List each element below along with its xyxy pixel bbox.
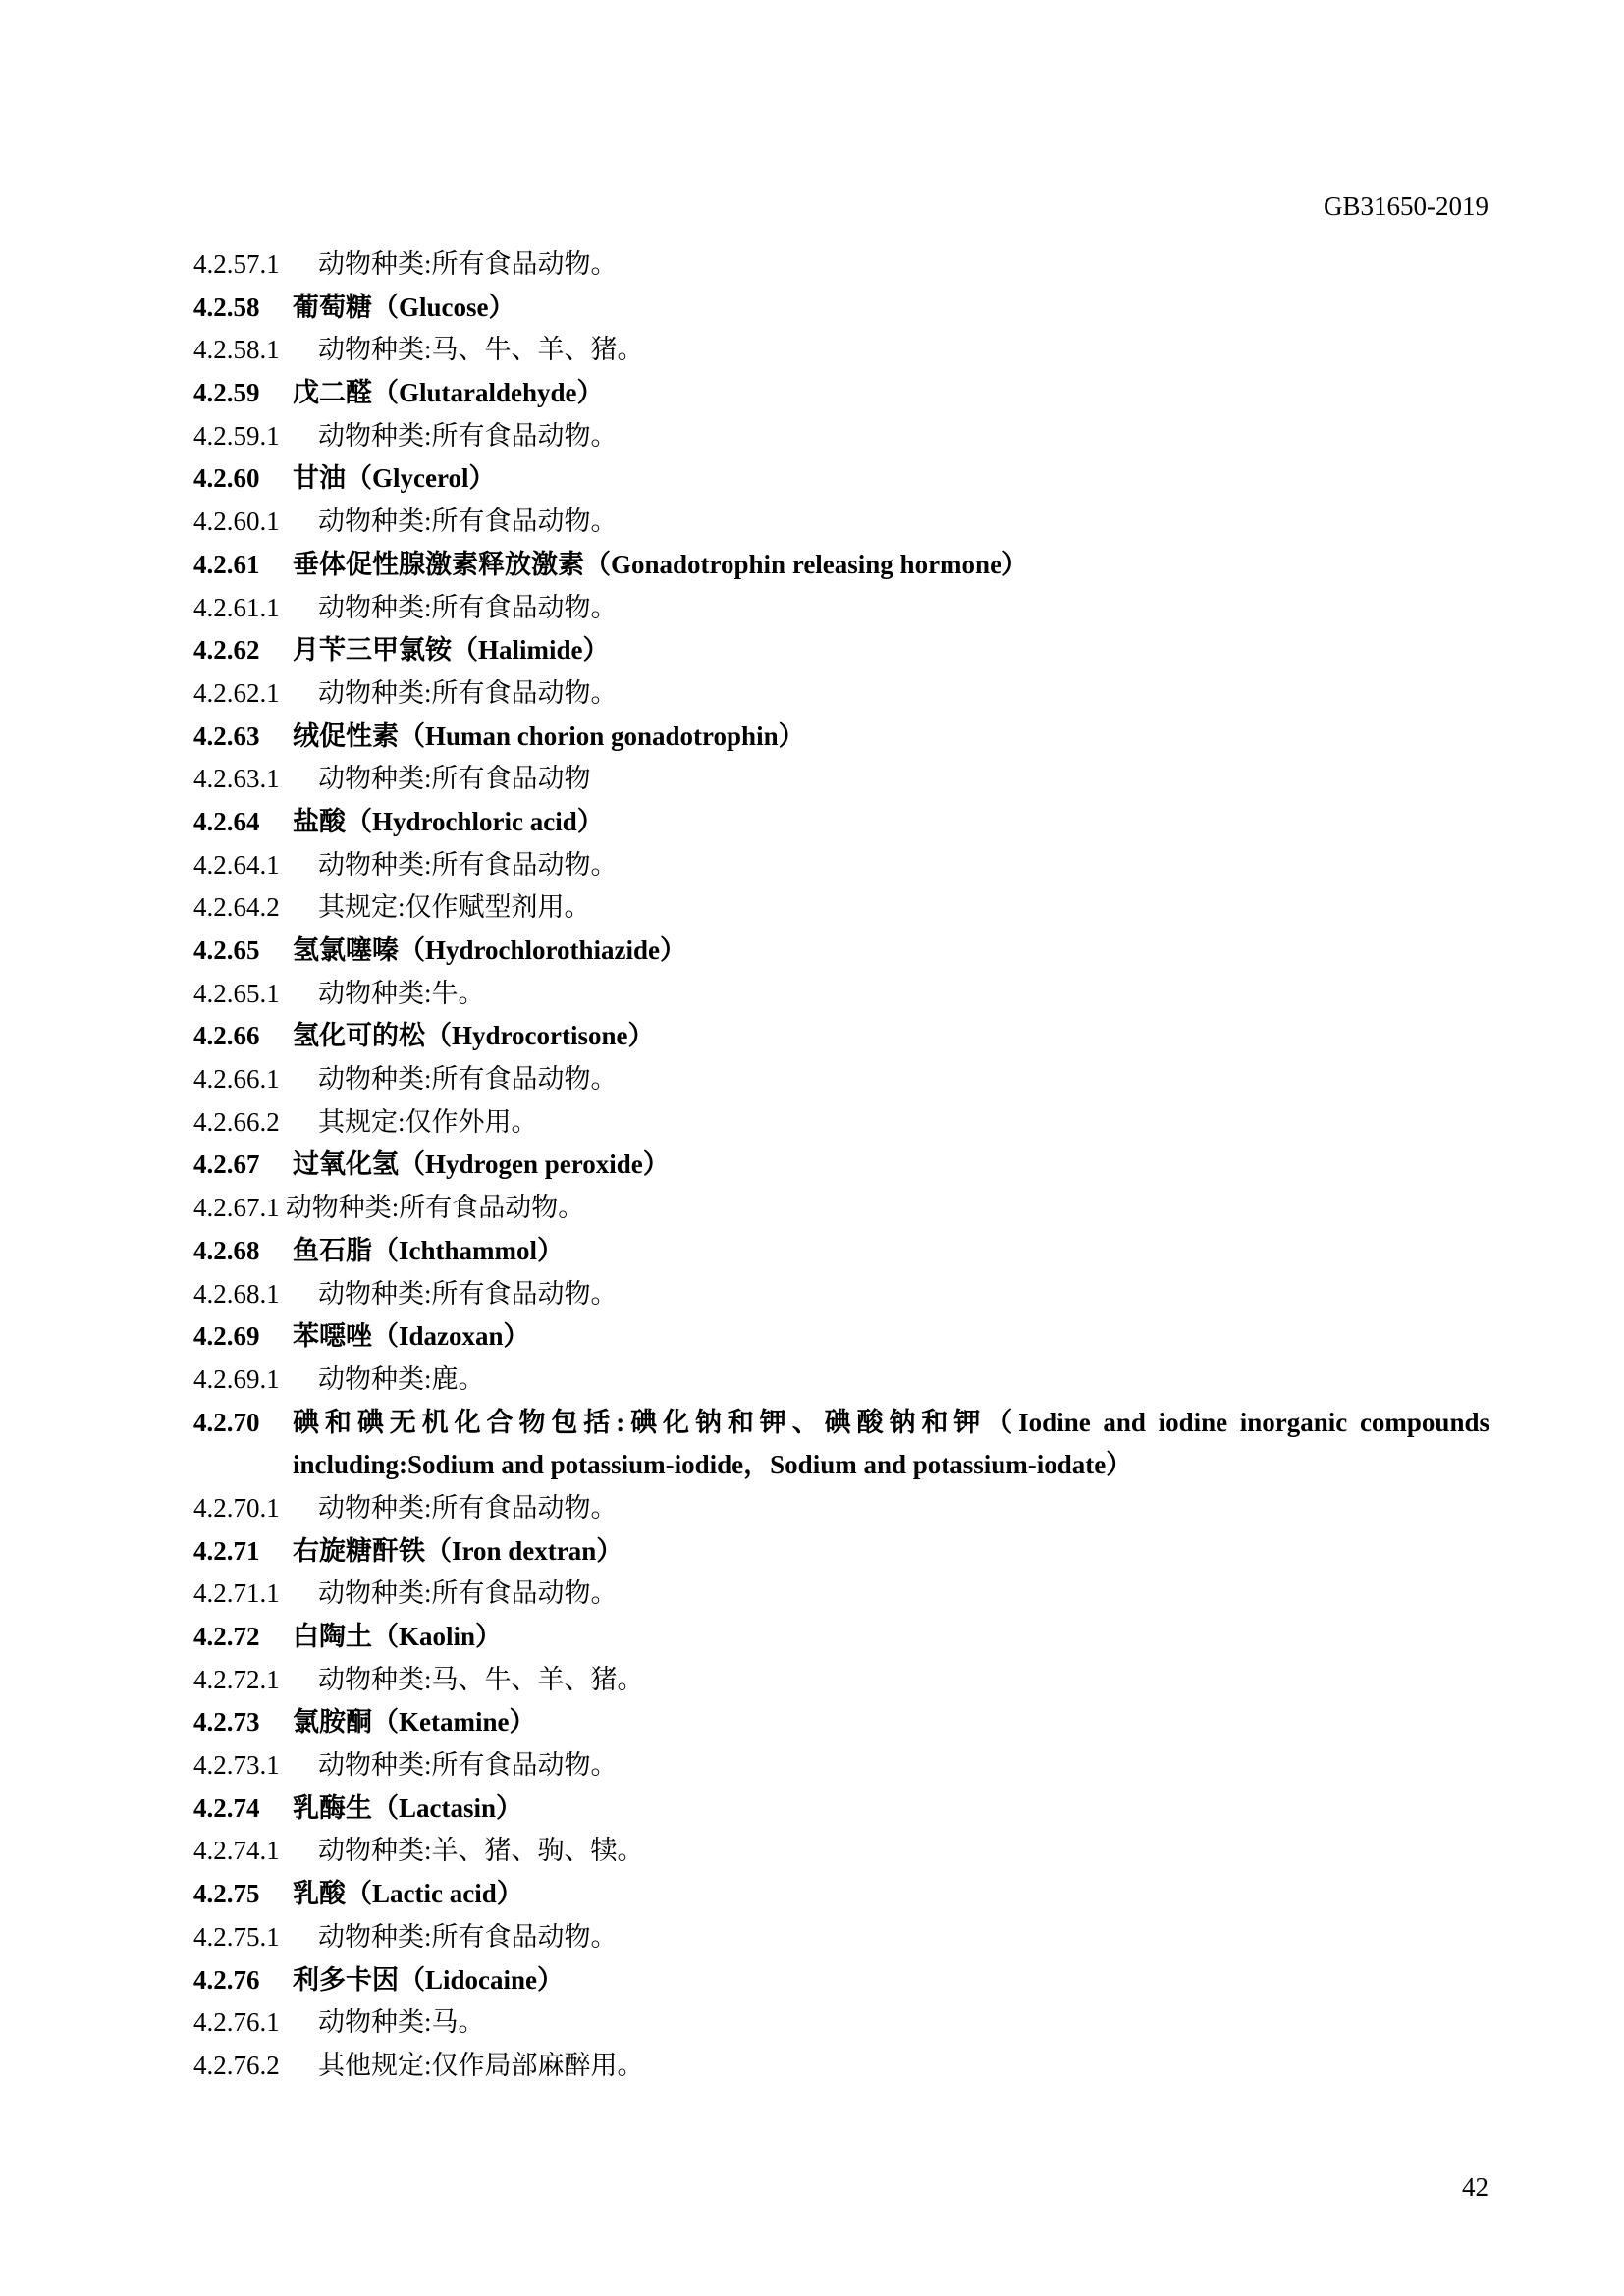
clause-text: 动物种类:牛。 [318, 978, 485, 1008]
clause-number: 4.2.72.1 [193, 1664, 280, 1694]
clause-text: 动物种类:所有食品动物。 [318, 592, 618, 622]
section-title: 戊二醛（Glutaraldehyde） [293, 378, 604, 408]
clause-text: 动物种类:羊、猪、驹、犊。 [318, 1836, 644, 1866]
page-number: 42 [1462, 2172, 1489, 2202]
clause-text: 其他规定:仅作局部麻醉用。 [318, 2050, 644, 2080]
clause-line [193, 1187, 1489, 1230]
clause-line [193, 415, 1489, 458]
clause-number: 4.2.75.1 [193, 1921, 280, 1951]
clause-line [193, 672, 1489, 716]
section-title: 葡萄糖（Glucose） [293, 292, 515, 322]
clause-text: 动物种类:所有食品动物。 [318, 420, 618, 451]
clause-number: 4.2.61.1 [193, 592, 280, 622]
clause-text: 动物种类:所有食品动物。 [318, 677, 618, 708]
section-heading [193, 1144, 1489, 1187]
section-heading [193, 1315, 1489, 1359]
clause-line [193, 886, 1489, 930]
section-heading [193, 1788, 1489, 1831]
clause-number: 4.2.67.1 [193, 1193, 280, 1223]
section-title: 利多卡因（Lidocaine） [293, 1964, 565, 1995]
section-heading [193, 544, 1489, 587]
section-number: 4.2.75 [193, 1879, 260, 1909]
clause-number: 4.2.66.1 [193, 1064, 280, 1095]
section-number: 4.2.71 [193, 1535, 260, 1566]
clause-line [193, 1359, 1489, 1402]
clause-text: 动物种类:所有食品动物。 [285, 1193, 585, 1223]
section-title: 右旋糖酐铁（Iron dextran） [293, 1535, 623, 1566]
section-title: 垂体促性腺激素释放激素（Gonadotrophin releasing hormone） [293, 549, 1029, 579]
clause-text: 动物种类:所有食品动物。 [318, 1921, 618, 1951]
clause-text: 动物种类:所有食品动物。 [318, 849, 618, 880]
clause-number: 4.2.76.2 [193, 2050, 280, 2080]
section-heading [193, 457, 1489, 501]
clause-number: 4.2.74.1 [193, 1836, 280, 1866]
section-title: 白陶土（Kaolin） [293, 1622, 503, 1652]
section-heading [193, 1873, 1489, 1916]
section-title: 乳酸（Lactic acid） [293, 1879, 523, 1909]
section-heading [193, 1701, 1489, 1744]
clause-number: 4.2.73.1 [193, 1750, 280, 1781]
section-heading [193, 629, 1489, 672]
section-number: 4.2.74 [193, 1792, 260, 1823]
section-number: 4.2.58 [193, 292, 260, 322]
section-title: 碘和碘无机化合物包括:碘化钠和钾、碘酸钠和钾（Iodine and iodine inorganic compounds including:Sodium and potassium-iodide，Sodium and potassium-iodate） [293, 1407, 1489, 1480]
section-heading [193, 1530, 1489, 1574]
clause-line [193, 1573, 1489, 1616]
section-number: 4.2.62 [193, 635, 260, 666]
clause-line [193, 2045, 1489, 2088]
clause-number: 4.2.62.1 [193, 677, 280, 708]
clause-text: 动物种类:马、牛、羊、猪。 [318, 1664, 644, 1694]
clause-text: 动物种类:马、牛、羊、猪。 [318, 335, 644, 365]
section-title: 过氧化氢（Hydrogen peroxide） [293, 1149, 670, 1180]
clause-number: 4.2.64.1 [193, 849, 280, 880]
clause-text: 动物种类:所有食品动物。 [318, 1278, 618, 1308]
section-heading [193, 716, 1489, 759]
clause-text: 动物种类:鹿。 [318, 1363, 485, 1394]
clause-text: 动物种类:所有食品动物。 [318, 1492, 618, 1522]
section-number: 4.2.66 [193, 1021, 260, 1051]
clause-line [193, 1830, 1489, 1873]
section-heading-multiline [193, 1402, 1489, 1487]
clause-number: 4.2.59.1 [193, 420, 280, 451]
clause-text: 动物种类:所有食品动物。 [318, 507, 618, 537]
section-number: 4.2.63 [193, 721, 260, 751]
clause-number: 4.2.70.1 [193, 1492, 280, 1522]
clause-number: 4.2.63.1 [193, 764, 280, 794]
clause-line [193, 587, 1489, 630]
clause-number: 4.2.71.1 [193, 1578, 280, 1609]
clause-text: 其规定:仅作外用。 [318, 1106, 538, 1137]
section-number: 4.2.73 [193, 1707, 260, 1737]
clause-line [193, 1487, 1489, 1530]
section-number: 4.2.70 [193, 1407, 260, 1437]
section-number: 4.2.59 [193, 378, 260, 408]
section-number: 4.2.64 [193, 806, 260, 836]
clause-number: 4.2.65.1 [193, 978, 280, 1008]
clause-line [193, 844, 1489, 887]
section-title: 氢化可的松（Hydrocortisone） [293, 1021, 655, 1051]
clause-text: 其规定:仅作赋型剂用。 [318, 892, 591, 923]
section-title: 盐酸（Hydrochloric acid） [293, 806, 604, 836]
section-number: 4.2.76 [193, 1964, 260, 1995]
section-number: 4.2.65 [193, 935, 260, 965]
clause-number: 4.2.66.2 [193, 1106, 280, 1137]
section-heading [193, 930, 1489, 973]
clause-text: 动物种类:所有食品动物。 [318, 249, 618, 279]
clause-line [193, 1058, 1489, 1101]
section-heading [193, 1616, 1489, 1659]
clause-line [193, 501, 1489, 544]
clause-number: 4.2.64.2 [193, 892, 280, 923]
clause-line [193, 1659, 1489, 1702]
clause-line [193, 1916, 1489, 1959]
clause-number: 4.2.60.1 [193, 507, 280, 537]
section-number: 4.2.72 [193, 1622, 260, 1652]
clause-text: 动物种类:所有食品动物。 [318, 1064, 618, 1095]
clause-number: 4.2.69.1 [193, 1363, 280, 1394]
section-title: 苯噁唑（Idazoxan） [293, 1321, 530, 1352]
section-title: 月苄三甲氯铵（Halimide） [293, 635, 610, 666]
document-body [193, 243, 1489, 2088]
clause-line [193, 1101, 1489, 1145]
section-title: 绒促性素（Human chorion gonadotrophin） [293, 721, 805, 751]
section-number: 4.2.68 [193, 1235, 260, 1265]
section-heading [193, 1230, 1489, 1273]
clause-text: 动物种类:所有食品动物 [318, 764, 591, 794]
section-number: 4.2.61 [193, 549, 260, 579]
section-heading [193, 1015, 1489, 1058]
section-heading [193, 1959, 1489, 2002]
document-code: GB31650-2019 [1324, 191, 1489, 221]
clause-line [193, 758, 1489, 801]
clause-line [193, 329, 1489, 372]
clause-line [193, 243, 1489, 287]
clause-number: 4.2.58.1 [193, 335, 280, 365]
section-title: 鱼石脂（Ichthammol） [293, 1235, 564, 1265]
clause-number: 4.2.57.1 [193, 249, 280, 279]
section-heading [193, 287, 1489, 330]
section-number: 4.2.60 [193, 463, 260, 494]
clause-text: 动物种类:马。 [318, 2007, 485, 2038]
section-heading [193, 801, 1489, 844]
clause-line [193, 1273, 1489, 1316]
clause-number: 4.2.68.1 [193, 1278, 280, 1308]
section-title: 乳酶生（Lactasin） [293, 1792, 523, 1823]
section-title: 氯胺酮（Ketamine） [293, 1707, 536, 1737]
section-title: 氢氯噻嗪（Hydrochlorothiazide） [293, 935, 687, 965]
section-heading [193, 372, 1489, 415]
clause-text: 动物种类:所有食品动物。 [318, 1750, 618, 1781]
clause-line [193, 2002, 1489, 2045]
clause-number: 4.2.76.1 [193, 2007, 280, 2038]
section-title: 甘油（Glycerol） [293, 463, 496, 494]
clause-text: 动物种类:所有食品动物。 [318, 1578, 618, 1609]
clause-line [193, 1744, 1489, 1788]
clause-line [193, 973, 1489, 1016]
section-number: 4.2.67 [193, 1149, 260, 1180]
section-number: 4.2.69 [193, 1321, 260, 1352]
